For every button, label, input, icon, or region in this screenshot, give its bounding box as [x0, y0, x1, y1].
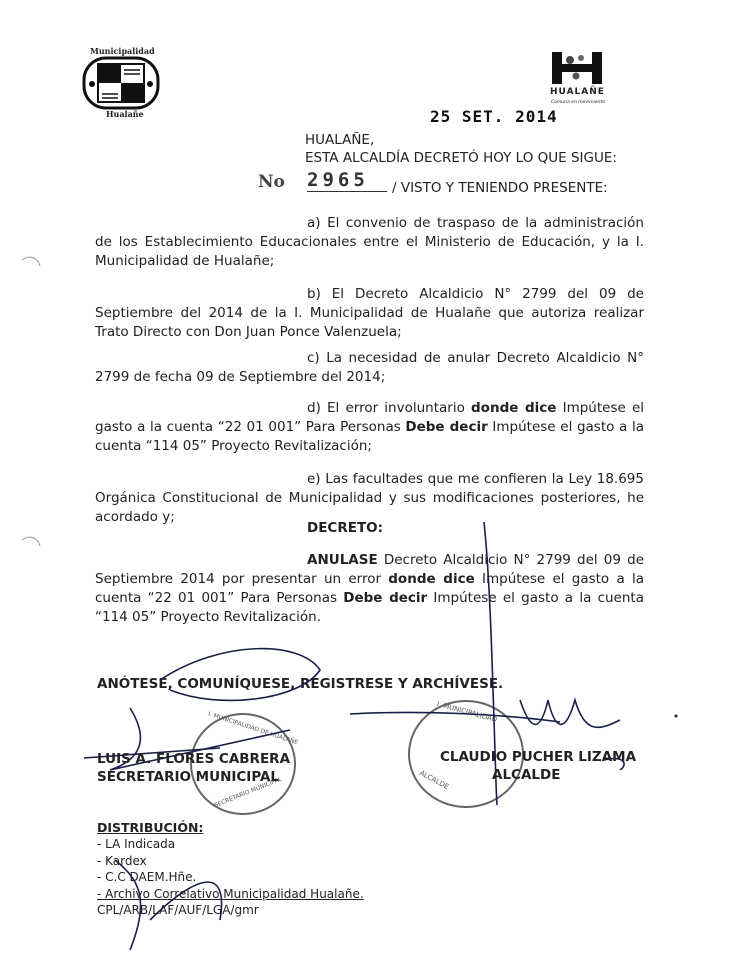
- item-b: b) El Decreto Alcaldicio N° 2799 del 09 de Septiembre del 2014 de la I. Municipalidad de Hualañe que autoriza realizar Trato Directo con Don Juan Ponce Valenzuela;: [95, 286, 644, 340]
- closing-line: ANÓTESE, COMUNÍQUESE, REGISTRESE Y ARCHÍVESE.: [97, 676, 504, 692]
- distribution-item: - Archivo Correlativo Municipalidad Hualañe.: [97, 886, 364, 901]
- logo-bottom-text: Hualañe: [106, 109, 144, 119]
- visto-line: / VISTO Y TENIENDO PRESENTE:: [392, 180, 608, 196]
- logo-top-text: Municipalidad: [90, 46, 155, 56]
- distribution-heading: DISTRIBUCIÓN:: [97, 820, 204, 835]
- secretary-seal: I. MUNICIPALIDAD DE HUALAÑE SECRETARIO MUNICIPAL: [190, 713, 296, 815]
- mayor-name: CLAUDIO PUCHER LIZAMA: [440, 749, 637, 765]
- decreto-heading: DECRETO:: [307, 520, 384, 536]
- mayor-seal: I. MUNICIPALIDAD ALCALDE: [408, 700, 524, 808]
- brand-name: HUALAÑE: [550, 87, 605, 97]
- secretary-name: LUIS A. FLORES CABRERA: [97, 751, 291, 767]
- mayor-title: ALCALDE: [492, 767, 561, 783]
- decree-number: 2965: [307, 169, 387, 192]
- decree-intro-line: ESTA ALCALDÍA DECRETÓ HOY LO QUE SIGUE:: [305, 150, 617, 166]
- place-line: HUALAÑE,: [305, 132, 375, 148]
- item-e: e) Las facultades que me confieren la Ley 18.695 Orgánica Constitucional de Municipalidad y sus modificaciones posteriores, he acordado y;: [95, 471, 644, 525]
- item-a: a) El convenio de traspaso de la administración de los Establecimiento Educacionales entre el Ministerio de Educación, y la I. Municipalidad de Hualañe;: [95, 215, 644, 269]
- decreto-body: ANULASE Decreto Alcaldicio N° 2799 del 09 de Septiembre 2014 por presentar un error donde dice Impútese el gasto a la cuenta “22 01 001” Para Personas Debe decir Impútese el gasto a la cuenta “114 05” Proyecto Revitalización.: [95, 552, 644, 625]
- item-c: c) La necesidad de anular Decreto Alcaldicio N° 2799 de fecha 09 de Septiembre del 2014;: [95, 350, 644, 385]
- secretary-title: SECRETARIO MUNICIPAL: [97, 769, 280, 785]
- initials-line: CPL/ARB/LAF/AUF/LGA/gmr: [97, 903, 259, 917]
- distribution-item: - C.C DAEM.Hñe.: [97, 870, 197, 884]
- distribution-list: [97, 836, 364, 919]
- number-label: No: [258, 172, 285, 192]
- distribution-item: - LA Indicada: [97, 837, 176, 851]
- date-stamp: 25 SET. 2014: [430, 107, 558, 126]
- punch-hole-marks: [18, 250, 42, 550]
- distribution-item: - Kardex: [97, 853, 147, 868]
- item-d: d) El error involuntario donde dice Impútese el gasto a la cuenta “22 01 001” Para Personas Debe decir Impútese el gasto a la cuenta “114 05” Proyecto Revitalización;: [95, 400, 645, 454]
- brand-tagline: Comuna en movimiento: [551, 100, 606, 105]
